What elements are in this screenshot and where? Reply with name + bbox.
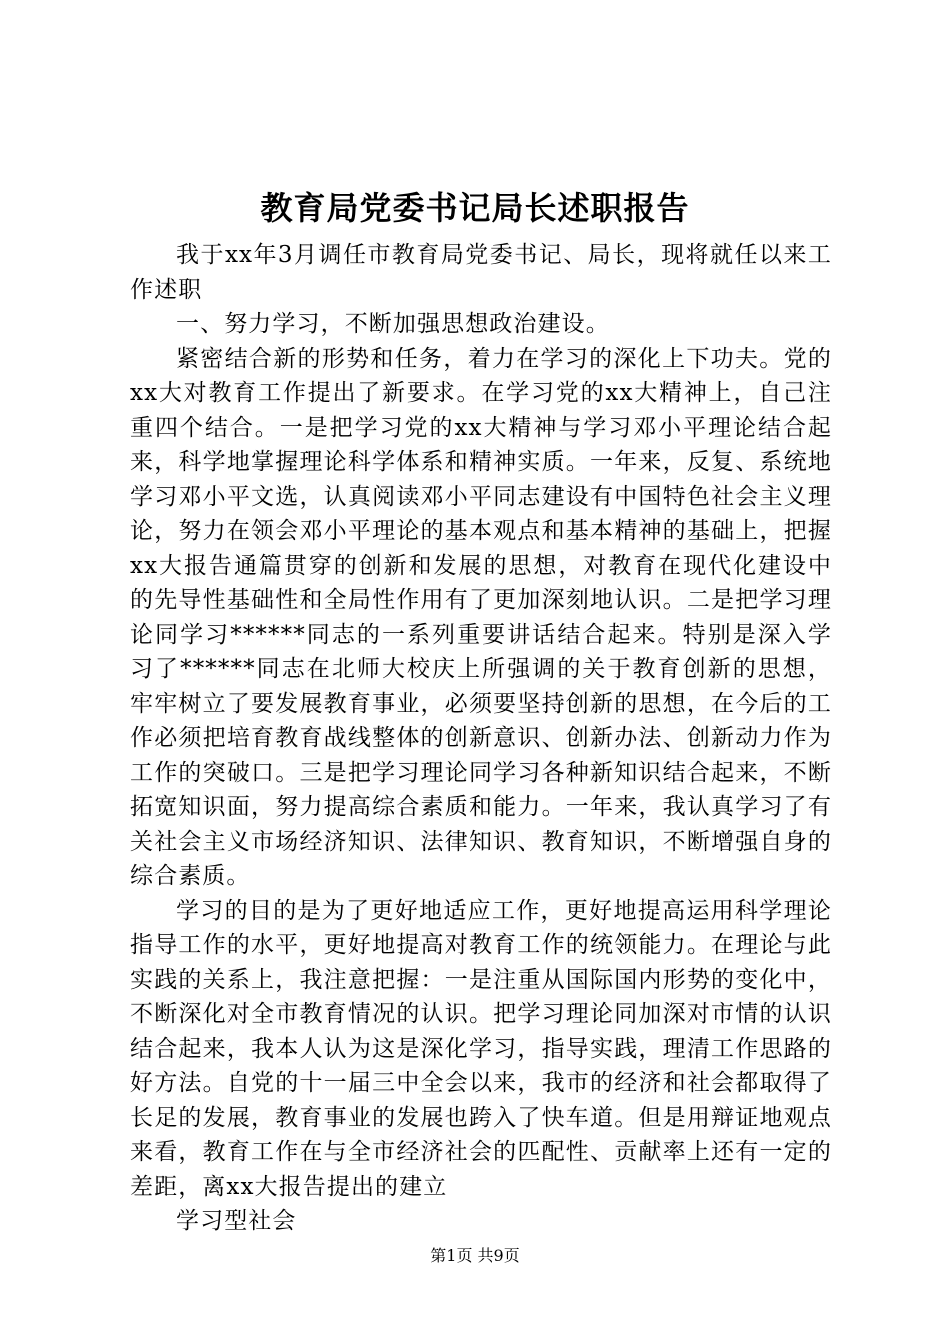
document-title: 教育局党委书记局长述职报告 bbox=[260, 189, 690, 227]
page-footer: 第1页 共9页 bbox=[430, 1246, 520, 1265]
paragraph-study-purpose: 学习的目的是为了更好地适应工作，更好地提高运用科学理论指导工作的水平，更好地提高对教育工作的统领能力。在理论与此实践的关系上，我注意把握：一是注重从国际国内形势的变化中，不断深化对全市教育情况的认识。把学习理论同加深对市情的认识结合起来，我本人认为这是深化学习，指导实践，理清工作思路的好方法。自党的十一届三中全会以来，我市的经济和社会都取得了长足的发展，教育事业的发展也跨入了快车道。但是用辩证地观点来看，教育工作在与全市经济社会的匹配性、贡献率上还有一定的差距，离xx大报告提出的建立 bbox=[130, 897, 832, 1200]
paragraph-section-heading: 一、努力学习，不断加强思想政治建设。 bbox=[176, 311, 610, 337]
paragraph-study-integration: 紧密结合新的形势和任务，着力在学习的深化上下功夫。党的xx大对教育工作提出了新要求。在学习党的xx大精神上，自己注重四个结合。一是把学习党的xx大精神与学习邓小平理论结合起来，科学地掌握理论科学体系和精神实质。一年来，反复、系统地学习邓小平文选，认真阅读邓小平同志建设有中国特色社会主义理论，努力在领会邓小平理论的基本观点和基本精神的基础上，把握xx大报告通篇贯穿的创新和发展的思想，对教育在现代化建设中的先导性基础性和全局性作用有了更加深刻地认识。二是把学习理论同学习******同志的一系列重要讲话结合起来。特别是深入学习了******同志在北师大校庆上所强调的关于教育创新的思想，牢牢树立了要发展教育事业，必须要坚持创新的思想，在今后的工作必须把培育教育战线整体的创新意识、创新办法、创新动力作为工作的突破口。三是把学习理论同学习各种新知识结合起来，不断拓宽知识面，努力提高综合素质和能力。一年来，我认真学习了有关社会主义市场经济知识、法律知识、教育知识，不断增强自身的综合素质。 bbox=[130, 345, 832, 889]
document-body bbox=[130, 238, 832, 1239]
paragraph-intro: 我于xx年3月调任市教育局党委书记、局长，现将就任以来工作述职 bbox=[130, 242, 832, 303]
paragraph-learning-society: 学习型社会 bbox=[176, 1208, 297, 1234]
